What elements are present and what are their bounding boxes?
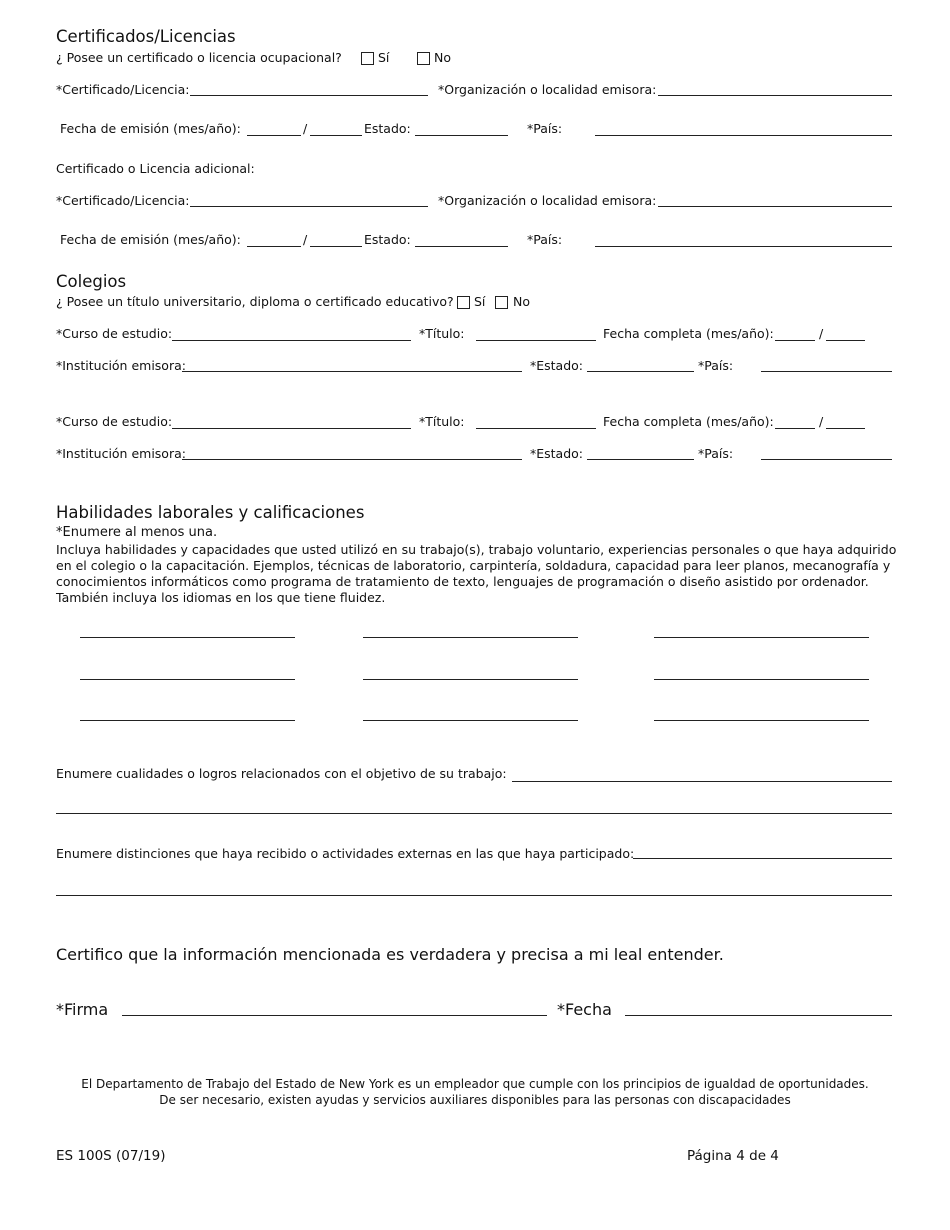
college-no-label: No	[513, 294, 530, 309]
college-2-title-field[interactable]	[476, 428, 596, 429]
cert-1-field[interactable]	[190, 95, 428, 96]
cert-1-year-field[interactable]	[310, 135, 362, 136]
cert-2-org-label: *Organización o localidad emisora:	[438, 193, 657, 208]
college-no-checkbox[interactable]	[495, 296, 508, 309]
college-2-title-label: *Título:	[419, 414, 465, 429]
skill-field[interactable]	[80, 637, 295, 638]
college-2-year-field[interactable]	[826, 428, 865, 429]
cert-1-country-field[interactable]	[595, 135, 892, 136]
college-1-slash: /	[819, 326, 824, 341]
college-2-course-field[interactable]	[172, 428, 411, 429]
page-number: Página 4 de 4	[687, 1148, 779, 1164]
skill-field[interactable]	[363, 720, 578, 721]
cert-2-date-slash: /	[303, 232, 308, 247]
college-1-state-field[interactable]	[587, 371, 694, 372]
skills-description-line: También incluya los idiomas en los que tiene fluidez.	[56, 590, 386, 605]
college-2-country-label: *País:	[698, 446, 734, 461]
college-1-course-field[interactable]	[172, 340, 411, 341]
cert-1-label: *Certificado/Licencia:	[56, 82, 190, 97]
college-2-slash: /	[819, 414, 824, 429]
college-question: ¿ Posee un título universitario, diploma o certificado educativo?	[56, 294, 454, 309]
distinctions-field[interactable]	[633, 858, 892, 859]
college-2-month-field[interactable]	[775, 428, 815, 429]
college-1-institution-field[interactable]	[182, 371, 522, 372]
skill-field[interactable]	[654, 679, 869, 680]
cert-2-country-field[interactable]	[595, 246, 892, 247]
cert-2-year-field[interactable]	[310, 246, 362, 247]
college-2-completion-label: Fecha completa (mes/año):	[603, 414, 774, 429]
cert-2-state-label: Estado:	[364, 232, 411, 247]
certificate-no-checkbox[interactable]	[417, 52, 430, 65]
college-1-completion-label: Fecha completa (mes/año):	[603, 326, 774, 341]
cert-2-date-label: Fecha de emisión (mes/año):	[60, 232, 241, 247]
signature-field[interactable]	[122, 1015, 547, 1016]
section-heading-certificates: Certificados/Licencias	[56, 27, 236, 46]
college-2-state-label: *Estado:	[530, 446, 584, 461]
additional-cert-label: Certificado o Licencia adicional:	[56, 161, 255, 176]
distinctions-field-continued[interactable]	[56, 895, 892, 896]
cert-2-country-label: *País:	[527, 232, 563, 247]
skill-field[interactable]	[80, 679, 295, 680]
distinctions-label: Enumere distinciones que haya recibido o actividades externas en las que haya participado:	[56, 846, 635, 861]
skill-field[interactable]	[80, 720, 295, 721]
skills-description-line: Incluya habilidades y capacidades que usted utilizó en su trabajo(s), trabajo voluntario, experiencias personales o que haya adquirido	[56, 542, 897, 557]
college-1-title-label: *Título:	[419, 326, 465, 341]
skill-field[interactable]	[654, 720, 869, 721]
skill-field[interactable]	[654, 637, 869, 638]
college-2-institution-label: *Institución emisora:	[56, 446, 186, 461]
cert-1-country-label: *País:	[527, 121, 563, 136]
college-2-state-field[interactable]	[587, 459, 694, 460]
college-yes-label: Sí	[474, 294, 486, 309]
college-2-course-label: *Curso de estudio:	[56, 414, 173, 429]
certificate-no-label: No	[434, 50, 451, 65]
certificate-yes-label: Sí	[378, 50, 390, 65]
qualities-field-continued[interactable]	[56, 813, 892, 814]
cert-1-date-slash: /	[303, 121, 308, 136]
form-id: ES 100S (07/19)	[56, 1148, 166, 1164]
skill-field[interactable]	[363, 679, 578, 680]
skills-required-note: *Enumere al menos una.	[56, 525, 218, 540]
skill-field[interactable]	[363, 637, 578, 638]
college-2-institution-field[interactable]	[182, 459, 522, 460]
certificate-yes-checkbox[interactable]	[361, 52, 374, 65]
cert-1-org-label: *Organización o localidad emisora:	[438, 82, 657, 97]
certification-statement: Certifico que la información mencionada es verdadera y precisa a mi leal entender.	[56, 945, 724, 964]
college-1-state-label: *Estado:	[530, 358, 584, 373]
skills-description-line: en el colegio o la capacitación. Ejemplos, técnicas de laboratorio, carpintería, soldadura, capacidad para leer planos, mecanografía y	[56, 558, 891, 573]
cert-2-state-field[interactable]	[415, 246, 508, 247]
cert-1-state-field[interactable]	[415, 135, 508, 136]
college-1-country-field[interactable]	[761, 371, 892, 372]
college-1-country-label: *País:	[698, 358, 734, 373]
college-1-title-field[interactable]	[476, 340, 596, 341]
college-yes-checkbox[interactable]	[457, 296, 470, 309]
section-heading-skills: Habilidades laborales y calificaciones	[56, 503, 365, 522]
footer-equal-opportunity: El Departamento de Trabajo del Estado de New York es un empleador que cumple con los principios de igualdad de oportunidades.	[81, 1077, 869, 1091]
qualities-field[interactable]	[512, 781, 892, 782]
footer-accessibility: De ser necesario, existen ayudas y servicios auxiliares disponibles para las personas con discapacidades	[159, 1093, 791, 1107]
cert-2-org-field[interactable]	[658, 206, 892, 207]
college-1-institution-label: *Institución emisora:	[56, 358, 186, 373]
cert-2-field[interactable]	[190, 206, 428, 207]
skills-description-line: conocimientos informáticos como programa de tratamiento de texto, lenguajes de programación o diseño asistido por ordenador.	[56, 574, 869, 589]
skills-description	[56, 542, 896, 606]
cert-1-date-label: Fecha de emisión (mes/año):	[60, 121, 241, 136]
college-2-country-field[interactable]	[761, 459, 892, 460]
cert-1-month-field[interactable]	[247, 135, 301, 136]
college-1-month-field[interactable]	[775, 340, 815, 341]
signature-date-field[interactable]	[625, 1015, 892, 1016]
signature-date-label: *Fecha	[557, 1000, 612, 1019]
cert-2-month-field[interactable]	[247, 246, 301, 247]
cert-2-label: *Certificado/Licencia:	[56, 193, 190, 208]
section-heading-colleges: Colegios	[56, 272, 127, 291]
cert-1-state-label: Estado:	[364, 121, 411, 136]
certificate-question: ¿ Posee un certificado o licencia ocupacional?	[56, 50, 342, 65]
college-1-year-field[interactable]	[826, 340, 865, 341]
qualities-label: Enumere cualidades o logros relacionados con el objetivo de su trabajo:	[56, 766, 507, 781]
cert-1-org-field[interactable]	[658, 95, 892, 96]
college-1-course-label: *Curso de estudio:	[56, 326, 173, 341]
signature-label: *Firma	[56, 1000, 109, 1019]
